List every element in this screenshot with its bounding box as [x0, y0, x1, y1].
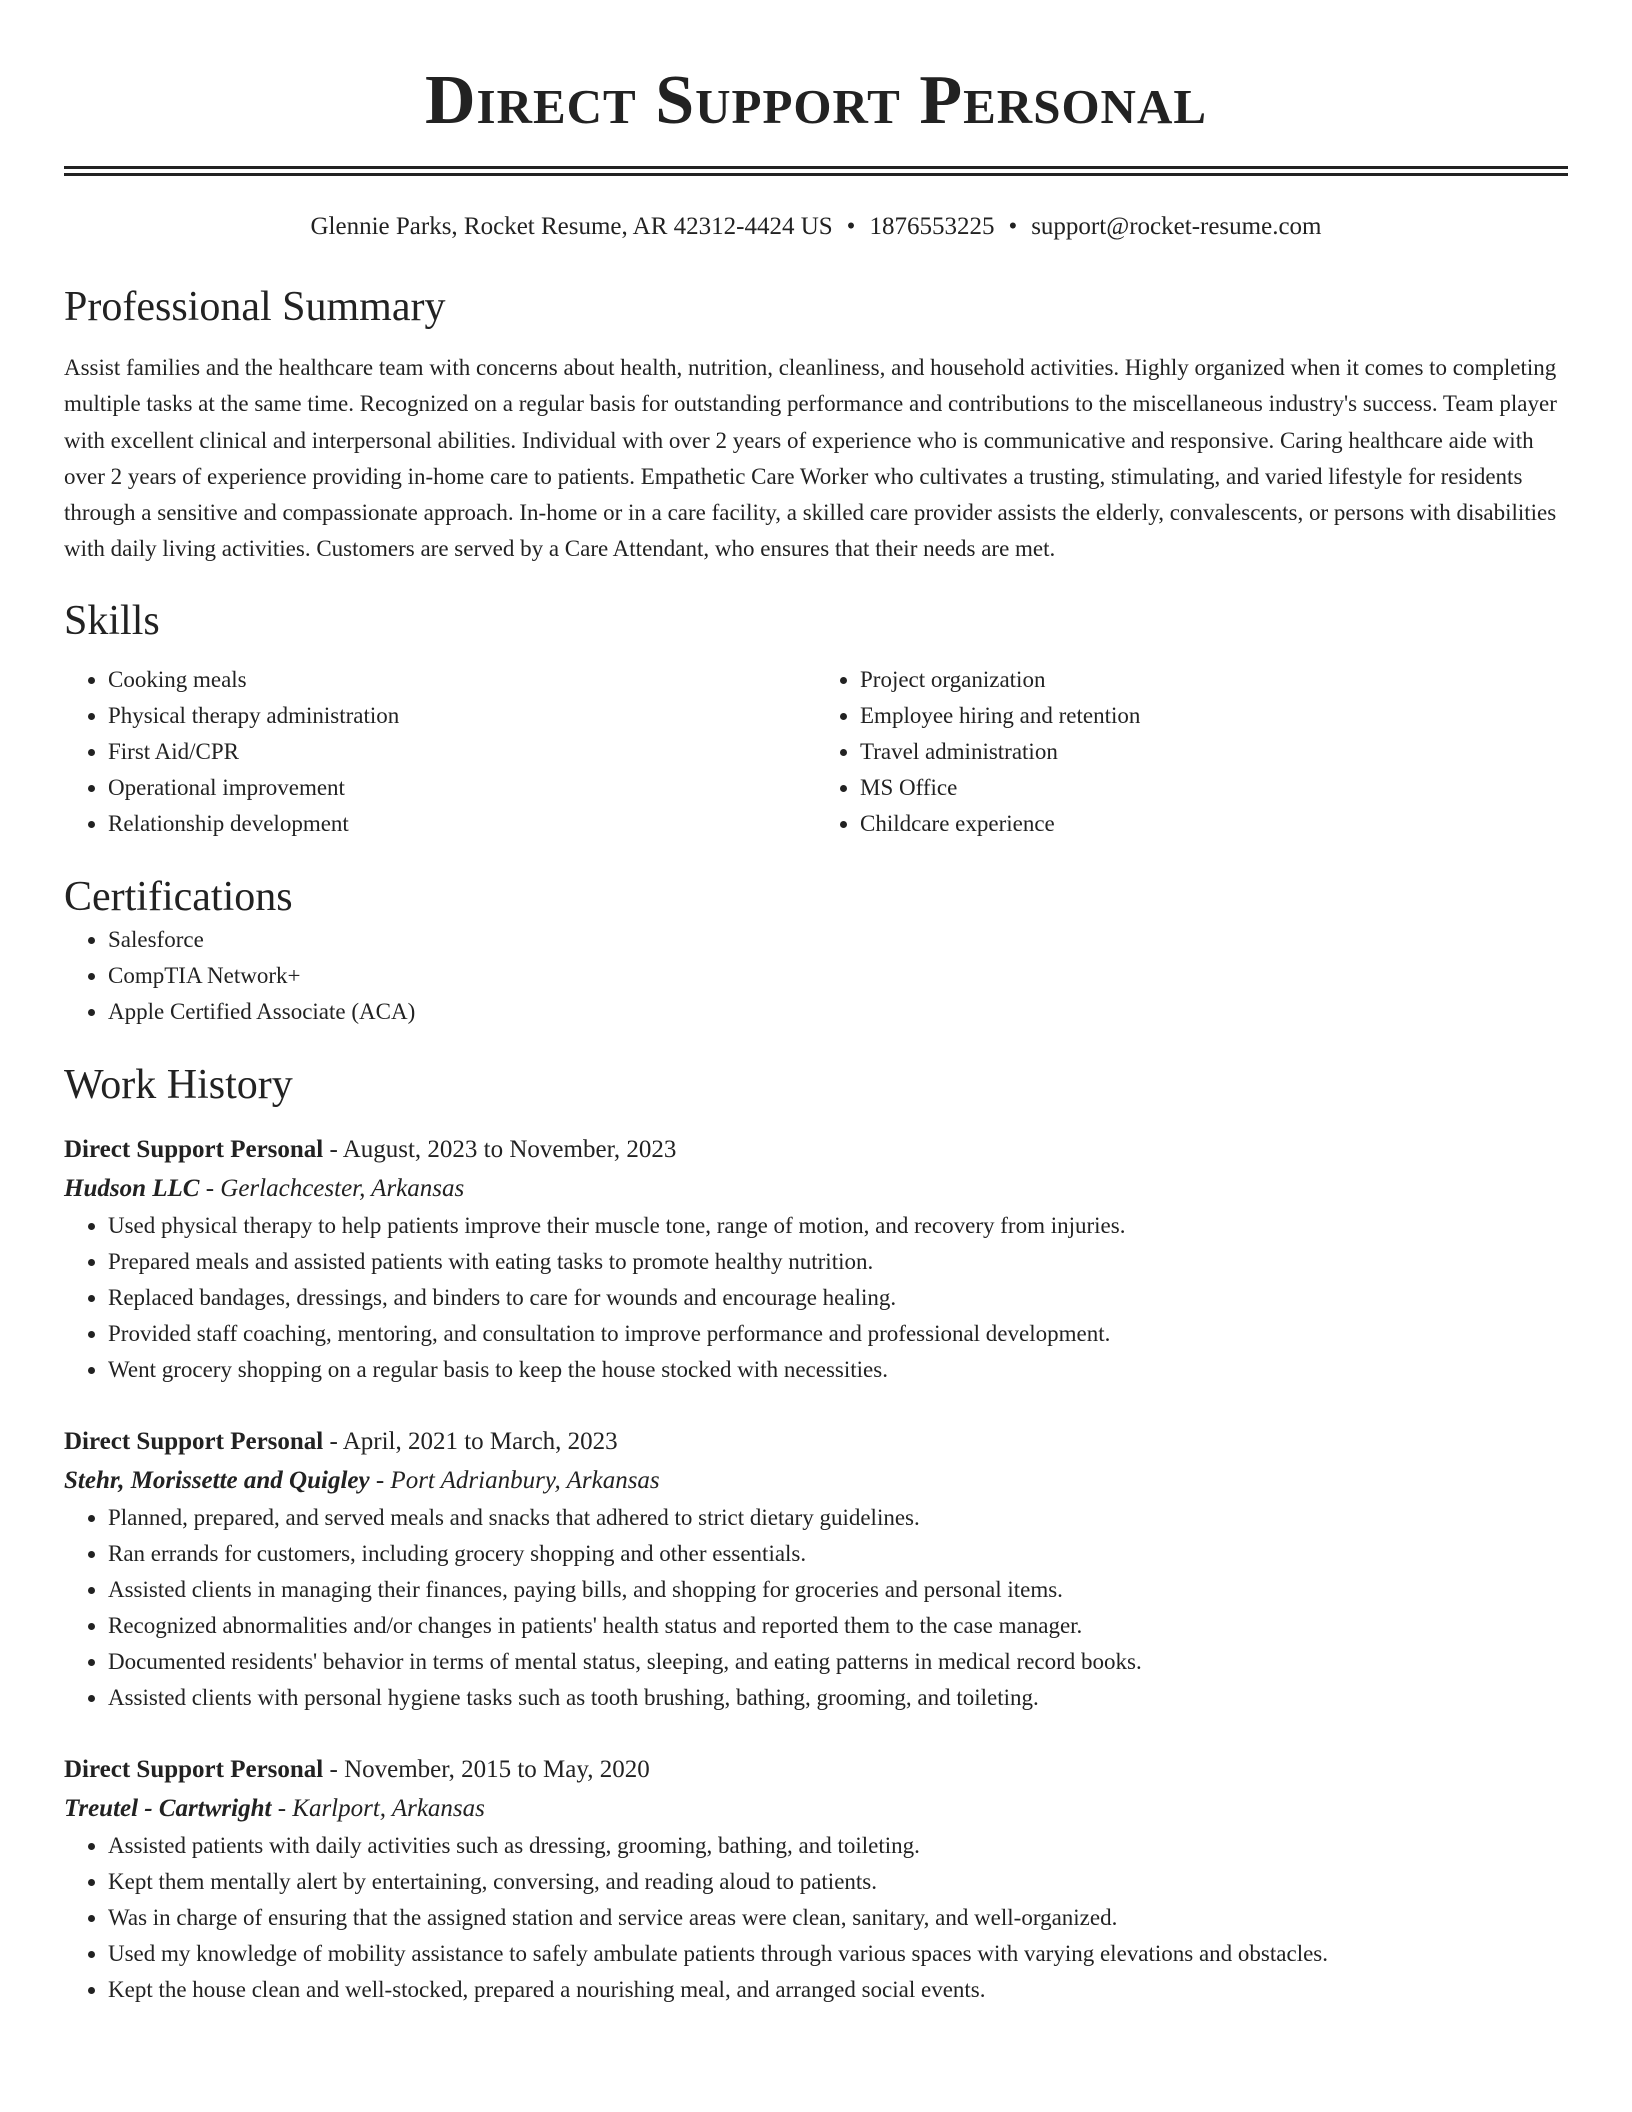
- skill-item: • Childcare experience: [860, 806, 1568, 842]
- job-dates: - April, 2021 to March, 2023: [323, 1427, 618, 1455]
- duty-item: • Used my knowledge of mobility assistance to safely ambulate patients through various spaces with varying elevations and obstacles.: [108, 1936, 1568, 1972]
- skill-item: • First Aid/CPR: [108, 734, 816, 770]
- duty-item: • Went grocery shopping on a regular basis to keep the house stocked with necessities.: [108, 1352, 1568, 1388]
- job-header: [64, 1422, 1568, 1461]
- job-company: Treutel - Cartwright: [64, 1794, 272, 1822]
- skill-item: • MS Office: [860, 770, 1568, 806]
- resume-title: Direct Support Personal: [424, 62, 1208, 139]
- skills-list-right: [816, 662, 1568, 842]
- contact-phone: 1876553225: [869, 213, 995, 240]
- skill-item: • Project organization: [860, 662, 1568, 698]
- duty-item: • Provided staff coaching, mentoring, and consultation to improve performance and professional development.: [108, 1316, 1568, 1352]
- skill-item: • Operational improvement: [108, 770, 816, 806]
- job-entry: [64, 1130, 1568, 1388]
- job-role: Direct Support Personal: [64, 1755, 324, 1783]
- job-company: Hudson LLC: [64, 1174, 200, 1202]
- certification-item: • Apple Certified Associate (ACA): [108, 994, 1568, 1030]
- skill-item: • Cooking meals: [108, 662, 816, 698]
- work-history-heading: Work History: [64, 1061, 293, 1108]
- certifications-list: [64, 922, 1568, 1030]
- job-company-line: [64, 1461, 1568, 1500]
- job-entry: [64, 1422, 1568, 1716]
- job-role: Direct Support Personal: [64, 1135, 324, 1163]
- contact-address: Glennie Parks, Rocket Resume, AR 42312-4424 US: [310, 213, 833, 240]
- job-role: Direct Support Personal: [64, 1427, 324, 1455]
- job-dates: - November, 2015 to May, 2020: [323, 1755, 650, 1783]
- contact-email: support@rocket-resume.com: [1031, 213, 1322, 240]
- duty-item: • Assisted clients with personal hygiene tasks such as tooth brushing, bathing, grooming, and toileting.: [108, 1680, 1568, 1716]
- contact-separator: •: [846, 213, 856, 240]
- skills-list-left: [64, 662, 816, 842]
- duty-item: • Was in charge of ensuring that the assigned station and service areas were clean, sanitary, and well-organized.: [108, 1900, 1568, 1936]
- duty-item: • Kept them mentally alert by entertaining, conversing, and reading aloud to patients.: [108, 1864, 1568, 1900]
- job-company-line: [64, 1169, 1568, 1208]
- job-company: Stehr, Morissette and Quigley: [64, 1466, 370, 1494]
- skill-item: • Employee hiring and retention: [860, 698, 1568, 734]
- job-company-line: [64, 1789, 1568, 1828]
- skills-heading: Skills: [64, 597, 160, 644]
- job-location: - Port Adrianbury, Arkansas: [369, 1466, 660, 1494]
- contact-separator: •: [1008, 213, 1018, 240]
- job-duties: [64, 1828, 1568, 2008]
- duty-item: • Documented residents' behavior in terms of mental status, sleeping, and eating patterns in medical record books.: [108, 1644, 1568, 1680]
- skills-grid: [64, 662, 1568, 842]
- job-duties: [64, 1500, 1568, 1716]
- duty-item: • Assisted clients in managing their finances, paying bills, and shopping for groceries and personal items.: [108, 1572, 1568, 1608]
- duty-item: • Kept the house clean and well-stocked, prepared a nourishing meal, and arranged social events.: [108, 1972, 1568, 2008]
- certifications-heading: Certifications: [64, 873, 293, 920]
- job-location: - Karlport, Arkansas: [271, 1794, 485, 1822]
- duty-item: • Prepared meals and assisted patients with eating tasks to promote healthy nutrition.: [108, 1244, 1568, 1280]
- job-header: [64, 1750, 1568, 1789]
- job-entry: [64, 1750, 1568, 2008]
- duty-item: • Assisted patients with daily activities such as dressing, grooming, bathing, and toileting.: [108, 1828, 1568, 1864]
- duty-item: • Planned, prepared, and served meals and snacks that adhered to strict dietary guidelines.: [108, 1500, 1568, 1536]
- certification-item: • CompTIA Network+: [108, 958, 1568, 994]
- skill-item: • Physical therapy administration: [108, 698, 816, 734]
- duty-item: • Replaced bandages, dressings, and binders to care for wounds and encourage healing.: [108, 1280, 1568, 1316]
- job-duties: [64, 1208, 1568, 1388]
- summary-text: Assist families and the healthcare team with concerns about health, nutrition, cleanliness, and household activities. Highly organized when it comes to completing multiple tasks at the same time. Recognized on a regular basis for outstanding performance and contributions to the miscellaneous industry's success. Team player with excellent clinical and interpersonal abilities. Individual with over 2 years of experience who is communicative and responsive. Caring healthcare aide with over 2 years of experience providing in-home care to patients. Empathetic Care Worker who cultivates a trusting, stimulating, and varied lifestyle for residents through a sensitive and compassionate approach. In-home or in a care facility, a skilled care provider assists the elderly, convalescents, or persons with disabilities with daily living activities. Customers are served by a Care Attendant, who ensures that their needs are met.: [64, 355, 1557, 562]
- contact-line: [64, 212, 1568, 242]
- summary-heading: Professional Summary: [64, 284, 446, 330]
- duty-item: • Recognized abnormalities and/or changes in patients' health status and reported them to the case manager.: [108, 1608, 1568, 1644]
- skill-item: • Travel administration: [860, 734, 1568, 770]
- duty-item: • Used physical therapy to help patients improve their muscle tone, range of motion, and recovery from injuries.: [108, 1208, 1568, 1244]
- skill-item: • Relationship development: [108, 806, 816, 842]
- job-dates: - August, 2023 to November, 2023: [323, 1135, 677, 1163]
- title-divider: [64, 166, 1568, 176]
- duty-item: • Ran errands for customers, including grocery shopping and other essentials.: [108, 1536, 1568, 1572]
- certification-item: • Salesforce: [108, 922, 1568, 958]
- job-header: [64, 1130, 1568, 1169]
- job-location: - Gerlachcester, Arkansas: [199, 1174, 465, 1202]
